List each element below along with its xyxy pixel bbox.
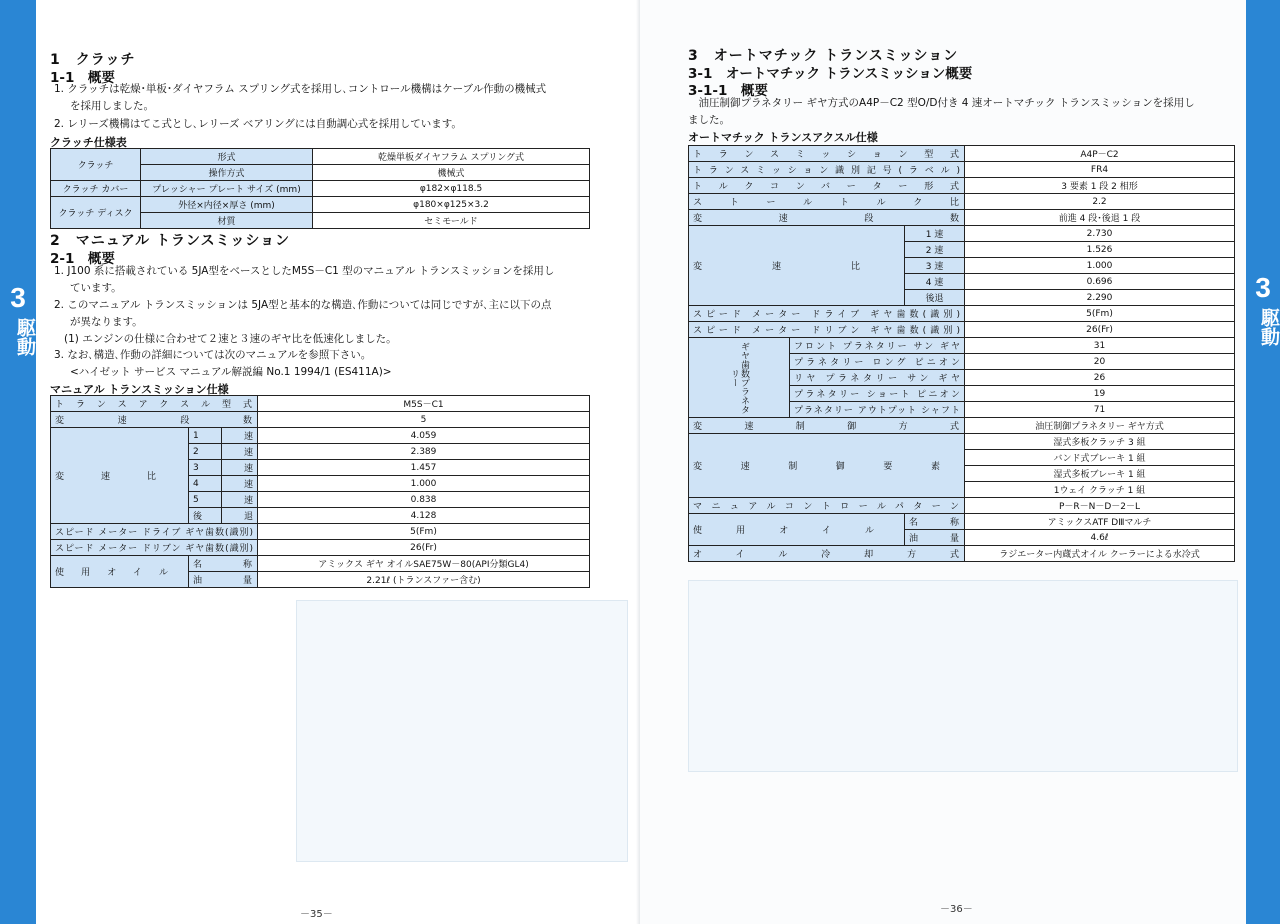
table-cell: 5(Fm) — [965, 306, 1235, 322]
table-cell: FR4 — [965, 162, 1235, 178]
table-cell: 速 — [222, 428, 258, 444]
paragraph: ました。 — [688, 114, 730, 126]
table-cell: 2.2 — [965, 194, 1235, 210]
table-cell: ストールトルク比 — [689, 194, 965, 210]
table-cell: 速 — [222, 492, 258, 508]
paragraph: 2. このマニュアル トランスミッションは 5JA型と基本的な構造､作動については同じですが､主に以下の点 — [54, 299, 552, 311]
table-cell: スピード メーター ドリブン ギヤ歯数(識別) — [51, 540, 258, 556]
table-cell: トランスミッション型式 — [689, 146, 965, 162]
table-cell: φ180×φ125×3.2 — [313, 197, 590, 213]
chapter-title: 駆動 — [1258, 308, 1280, 346]
table-cell: トランスミッション識別記号(ラベル) — [689, 162, 965, 178]
subsection-heading: 3-1 オートマチック トランスミッション概要 — [688, 66, 973, 82]
table-cell: 26(Fr) — [258, 540, 590, 556]
subsection-heading: 3-1-1 概要 — [688, 83, 768, 99]
page-36 — [640, 0, 1246, 924]
right-chapter-strip — [1246, 0, 1280, 924]
table-cell: φ182×φ118.5 — [313, 181, 590, 197]
table-cell: 乾燥単板ダイヤフラム スプリング式 — [313, 149, 590, 165]
table-cell: 4 速 — [905, 274, 965, 290]
chapter-number: 3 — [1255, 272, 1271, 303]
paragraph: が異なります。 — [70, 316, 143, 328]
table-cell: A4P－C2 — [965, 146, 1235, 162]
table-cell: プレッシャー プレート サイズ (mm) — [141, 181, 313, 197]
table-cell: スピード メーター ドリブン ギヤ歯数(識別) — [689, 322, 965, 338]
table-row — [51, 197, 590, 213]
table-cell: 4.6ℓ — [965, 530, 1235, 546]
table-cell: 外径×内径×厚さ (mm) — [141, 197, 313, 213]
paragraph: 油圧制御プラネタリー ギヤ方式のA4P－C2 型O/D付き 4 速オートマチック トランスミッションを採用し — [688, 97, 1195, 109]
table-cell: 4.059 — [258, 428, 590, 444]
table-cell: 変速制御方式 — [689, 418, 965, 434]
table-cell: 後 — [189, 508, 222, 524]
table-cell: フロント プラネタリー サン ギヤ — [790, 338, 965, 354]
page-35 — [36, 0, 640, 924]
table-cell: 退 — [222, 508, 258, 524]
paragraph: を採用しました。 — [70, 100, 154, 112]
table-title: オートマチック トランスアクスル仕様 — [688, 131, 878, 144]
table-cell: クラッチ カバー — [51, 181, 141, 197]
table-cell: ギヤ歯数プラネタリー — [689, 338, 790, 418]
table-cell: 前進 4 段･後退 1 段 — [965, 210, 1235, 226]
table-cell: 名 称 — [189, 556, 258, 572]
table-cell: P－R－N－D－2－L — [965, 498, 1235, 514]
table-cell: 1ウェイ クラッチ 1 組 — [965, 482, 1235, 498]
left-chapter-strip — [0, 0, 36, 924]
table-row — [51, 396, 590, 412]
table-cell: プラネタリー アウトプット シャフト — [790, 402, 965, 418]
paragraph: (1) エンジンの仕様に合わせて２速と３速のギヤ比を低速化しました。 — [64, 333, 397, 345]
table-cell: 5 — [189, 492, 222, 508]
table-cell: 1.457 — [258, 460, 590, 476]
table-cell: 形式 — [141, 149, 313, 165]
table-cell: 変速段数 — [689, 210, 965, 226]
paragraph: 2. レリーズ機構はてこ式とし､レリーズ ベアリングには自動調心式を採用しています。 — [54, 118, 462, 130]
table-cell: マニュアルコントロールパターン — [689, 498, 965, 514]
table-row — [51, 556, 590, 572]
table-cell: クラッチ ディスク — [51, 197, 141, 229]
table-row — [689, 338, 1235, 354]
table-cell: 0.696 — [965, 274, 1235, 290]
chapter-title: 駆動 — [14, 318, 36, 356]
table-cell: オイル冷却方式 — [689, 546, 965, 562]
subsection-heading: 1-1 概要 — [50, 70, 115, 86]
table-cell: 速 — [222, 476, 258, 492]
table-row — [689, 546, 1235, 562]
table-row — [689, 434, 1235, 450]
table-cell: 変速比 — [689, 226, 905, 306]
paragraph: 1. クラッチは乾燥･単板･ダイヤフラム スプリング式を採用し､コントロール機構はケーブル作動の機械式 — [54, 83, 547, 95]
chapter-number: 3 — [10, 282, 26, 313]
table-cell: トルクコンバーター形式 — [689, 178, 965, 194]
table-cell: 71 — [965, 402, 1235, 418]
table-cell: 油 量 — [189, 572, 258, 588]
table-cell: M5S－C1 — [258, 396, 590, 412]
table-cell: 5 — [258, 412, 590, 428]
table-cell: 油 量 — [905, 530, 965, 546]
table-cell: トランスアクスル型式 — [51, 396, 258, 412]
page-number: －36－ — [940, 904, 973, 915]
table-cell: 20 — [965, 354, 1235, 370]
table-row — [689, 162, 1235, 178]
table-row — [51, 540, 590, 556]
table-title: クラッチ仕様表 — [50, 136, 127, 149]
table-cell: アミックス ギヤ オイルSAE75W－80(API分類GL4) — [258, 556, 590, 572]
table-cell: 油圧制御プラネタリー ギヤ方式 — [965, 418, 1235, 434]
table-cell: 3 要素 1 段 2 相形 — [965, 178, 1235, 194]
table-cell: 使用オイル — [689, 514, 905, 546]
subsection-heading: 2-1 概要 — [50, 251, 115, 267]
table-cell: 1.000 — [258, 476, 590, 492]
table-cell: 1 — [189, 428, 222, 444]
table-row — [689, 210, 1235, 226]
faded-bleedthrough — [688, 580, 1238, 772]
reference-note: <ハイゼット サービス マニュアル解説編 No.1 1994/1 (ES411A)> — [70, 366, 392, 378]
table-cell: 2.290 — [965, 290, 1235, 306]
table-cell: 2 — [189, 444, 222, 460]
table-cell: リヤ プラネタリー サン ギヤ — [790, 370, 965, 386]
table-row — [51, 149, 590, 165]
table-cell: 機械式 — [313, 165, 590, 181]
table-cell: 5(Fm) — [258, 524, 590, 540]
table-cell: 4.128 — [258, 508, 590, 524]
table-cell: 19 — [965, 386, 1235, 402]
table-cell: 操作方式 — [141, 165, 313, 181]
automatic-transaxle-spec-table — [688, 145, 1235, 562]
section-heading: 1 クラッチ — [50, 52, 136, 68]
paragraph: ています。 — [70, 282, 122, 294]
clutch-spec-table — [50, 148, 590, 229]
table-cell: 変速段数 — [51, 412, 258, 428]
table-row — [51, 428, 590, 444]
table-cell: 2.21ℓ (トランスファー含む) — [258, 572, 590, 588]
table-row — [51, 524, 590, 540]
table-cell: ラジエーター内蔵式オイル クーラーによる水冷式 — [965, 546, 1235, 562]
page-number: －35－ — [300, 909, 333, 920]
table-cell: 26(Fr) — [965, 322, 1235, 338]
table-cell: 2.389 — [258, 444, 590, 460]
section-heading: 2 マニュアル トランスミッション — [50, 233, 291, 249]
table-title: マニュアル トランスミッション仕様 — [50, 383, 229, 396]
table-cell: 1.526 — [965, 242, 1235, 258]
table-row — [689, 498, 1235, 514]
table-cell: プラネタリー ロング ピニオン — [790, 354, 965, 370]
table-row — [689, 514, 1235, 530]
table-cell: 3 — [189, 460, 222, 476]
table-row — [689, 322, 1235, 338]
table-cell: 後退 — [905, 290, 965, 306]
table-cell: 1 速 — [905, 226, 965, 242]
table-cell: 使用オイル — [51, 556, 189, 588]
table-cell: セミモールド — [313, 213, 590, 229]
table-cell: 湿式多板クラッチ 3 組 — [965, 434, 1235, 450]
table-cell: スピード メーター ドライブ ギヤ歯数(識別) — [689, 306, 965, 322]
table-row — [51, 181, 590, 197]
table-cell: 31 — [965, 338, 1235, 354]
table-cell: 2 速 — [905, 242, 965, 258]
table-cell: 3 速 — [905, 258, 965, 274]
table-cell: 1.000 — [965, 258, 1235, 274]
table-cell: プラネタリー ショート ピニオン — [790, 386, 965, 402]
table-cell: 変速制御要素 — [689, 434, 965, 498]
table-cell: 湿式多板ブレーキ 1 組 — [965, 466, 1235, 482]
table-cell: 変速比 — [51, 428, 189, 524]
faded-bleedthrough — [296, 600, 628, 862]
paragraph: 1. J100 系に搭載されている 5JA型をベースとしたM5S－C1 型のマニュアル トランスミッションを採用し — [54, 265, 555, 277]
manual-transmission-spec-table — [50, 395, 590, 588]
table-row — [689, 306, 1235, 322]
section-heading: 3 オートマチック トランスミッション — [688, 48, 959, 64]
table-cell: 材質 — [141, 213, 313, 229]
table-row — [689, 194, 1235, 210]
table-cell: 速 — [222, 460, 258, 476]
table-row — [689, 178, 1235, 194]
table-cell: クラッチ — [51, 149, 141, 181]
paragraph: 3. なお､構造､作動の詳細については次のマニュアルを参照下さい。 — [54, 349, 372, 361]
table-row — [51, 412, 590, 428]
table-cell: アミックスATF DⅢマルチ — [965, 514, 1235, 530]
table-cell: 名 称 — [905, 514, 965, 530]
table-row — [689, 146, 1235, 162]
table-row — [689, 418, 1235, 434]
table-cell: スピード メーター ドライブ ギヤ歯数(識別) — [51, 524, 258, 540]
table-cell: 26 — [965, 370, 1235, 386]
table-cell: 速 — [222, 444, 258, 460]
table-cell: 2.730 — [965, 226, 1235, 242]
table-cell: 4 — [189, 476, 222, 492]
table-cell: バンド式ブレーキ 1 組 — [965, 450, 1235, 466]
table-cell: 0.838 — [258, 492, 590, 508]
table-row — [689, 226, 1235, 242]
